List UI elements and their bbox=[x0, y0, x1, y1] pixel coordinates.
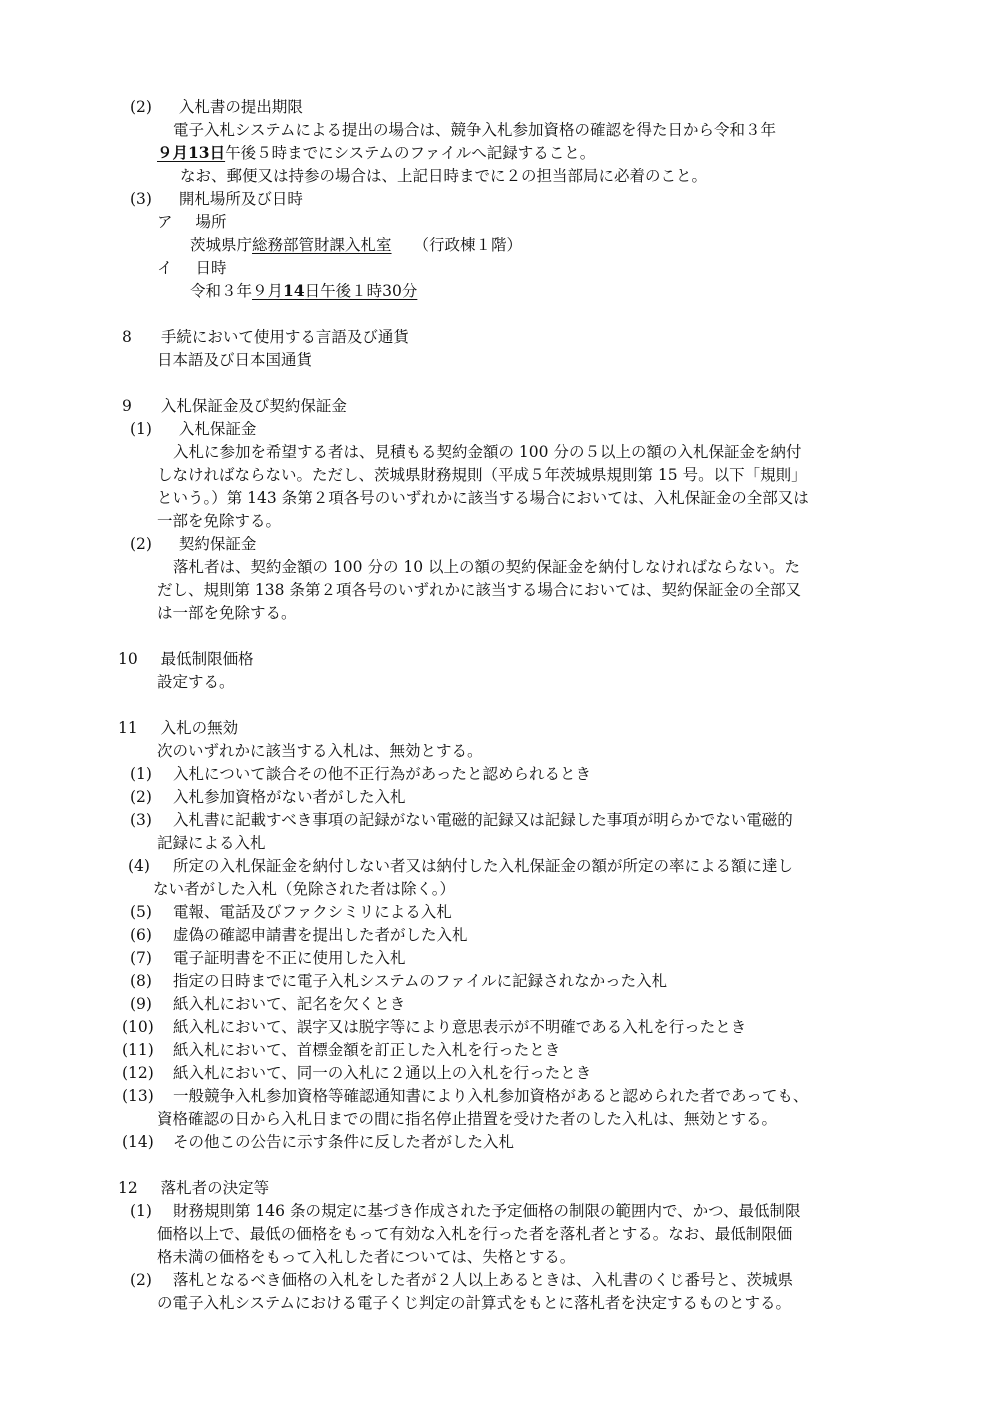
opening-place bbox=[190, 234, 522, 256]
section-10-body: 設定する。 bbox=[157, 673, 235, 691]
section-number: 8 bbox=[122, 328, 132, 346]
sub-item-number: (1) bbox=[130, 420, 152, 438]
list-item-text: 入札参加資格がない者がした入札 bbox=[173, 788, 406, 806]
list-item-text: 電報、電話及びファクシミリによる入札 bbox=[173, 903, 452, 921]
list-item-text: 紙入札において、誤字又は脱字等により意思表示が不明確である入札を行ったとき bbox=[173, 1018, 747, 1036]
paragraph-line: 価格以上で、最低の価格をもって有効な入札を行った者を落札者とする。なお、最低制限価 bbox=[157, 1225, 793, 1243]
section-8-heading bbox=[122, 326, 409, 348]
list-item-text: 資格確認の日から入札日までの間に指名停止措置を受けた者のした入札は、無効とする。 bbox=[157, 1110, 778, 1128]
sub-sub-item-a bbox=[157, 211, 226, 233]
list-item-text: 指定の日時までに電子入札システムのファイルに記録されなかった入札 bbox=[173, 972, 668, 990]
list-item-number: (3) bbox=[130, 811, 152, 829]
sub-item-9-2 bbox=[130, 533, 256, 555]
list-item-text: 紙入札において、記名を欠くとき bbox=[173, 995, 406, 1013]
section-9-heading bbox=[122, 395, 347, 417]
sub-item-title: 契約保証金 bbox=[178, 535, 257, 553]
paragraph-line: の電子入札システムにおける電子くじ判定の計算式をもとに落札者を決定するものとする。 bbox=[157, 1294, 791, 1312]
list-item-number: (6) bbox=[130, 926, 152, 944]
section-title: 最低制限価格 bbox=[160, 650, 254, 668]
kana-marker: ア bbox=[157, 213, 173, 231]
sub-item-number: (3) bbox=[130, 190, 152, 208]
datetime-day: 14 bbox=[283, 281, 305, 300]
list-item-text: 入札書に記載すべき事項の記録がない電磁的記録又は記録した事項が明らかでない電磁的 bbox=[173, 811, 793, 829]
place-note: （行政棟１階） bbox=[413, 236, 523, 254]
sub-sub-item-label: 日時 bbox=[195, 259, 227, 277]
section-number: 10 bbox=[118, 650, 138, 668]
paragraph-line: は一部を免除する。 bbox=[157, 604, 297, 622]
list-item-text: その他この公告に示す条件に反した者がした入札 bbox=[173, 1133, 515, 1151]
section-10-heading bbox=[118, 648, 254, 670]
section-number: 12 bbox=[118, 1179, 138, 1197]
list-item-text: 一般競争入札参加資格等確認通知書により入札参加資格があると認められた者であっても、 bbox=[173, 1087, 809, 1105]
kana-marker: イ bbox=[157, 259, 173, 277]
deadline-rest: 午後５時までにシステムのファイルへ記録すること。 bbox=[225, 144, 596, 162]
datetime-underlined bbox=[252, 282, 417, 300]
list-item-number: (1) bbox=[130, 765, 152, 783]
section-number: 11 bbox=[118, 719, 138, 737]
list-item-number: (10) bbox=[122, 1018, 154, 1036]
section-title: 入札の無効 bbox=[160, 719, 239, 737]
paragraph-line bbox=[157, 142, 595, 164]
place-prefix: 茨城県庁 bbox=[190, 236, 253, 254]
list-item-text: 入札について談合その他不正行為があったと認められるとき bbox=[173, 765, 592, 783]
list-item-number: (12) bbox=[122, 1064, 154, 1082]
sub-item-title: 入札保証金 bbox=[178, 420, 257, 438]
sub-sub-item-label: 場所 bbox=[195, 213, 227, 231]
list-item-number: (7) bbox=[130, 949, 152, 967]
section-12-heading bbox=[118, 1177, 269, 1199]
paragraph-line: 財務規則第 146 条の規定に基づき作成された予定価格の制限の範囲内で、かつ、最低制限 bbox=[173, 1202, 801, 1220]
list-item-number: (8) bbox=[130, 972, 152, 990]
sub-item-title: 入札書の提出期限 bbox=[178, 98, 303, 116]
place-room: 総務部管財課入札室 bbox=[252, 236, 392, 254]
paragraph-line: 電子入札システムによる提出の場合は、競争入札参加資格の確認を得た日から令和３年 bbox=[173, 121, 776, 139]
paragraph-line: という。）第 143 条第２項各号のいずれかに該当する場合においては、入札保証金の全部又は bbox=[157, 489, 809, 507]
sub-sub-item-b bbox=[157, 257, 226, 279]
section-title: 落札者の決定等 bbox=[160, 1179, 270, 1197]
paragraph-line: 落札となるべき価格の入札をした者が２人以上あるときは、入札書のくじ番号と、茨城県 bbox=[173, 1271, 794, 1289]
deadline-day: 13日 bbox=[188, 143, 226, 162]
paragraph-line: 一部を免除する。 bbox=[157, 512, 282, 530]
list-item-text: 電子証明書を不正に使用した入札 bbox=[173, 949, 406, 967]
list-item-text: ない者がした入札（免除された者は除く。） bbox=[153, 880, 455, 898]
list-item-number: (9) bbox=[130, 995, 152, 1013]
sub-item-7-2 bbox=[130, 96, 303, 118]
sub-item-number: (2) bbox=[130, 535, 152, 553]
deadline-month: ９月 bbox=[157, 143, 189, 162]
paragraph-line: 格未満の価格をもって入札した者については、失格とする。 bbox=[157, 1248, 576, 1266]
section-title: 入札保証金及び契約保証金 bbox=[160, 397, 347, 415]
list-item-text: 所定の入札保証金を納付しない者又は納付した入札保証金の額が所定の率による額に達し bbox=[173, 857, 794, 875]
section-number: 9 bbox=[122, 397, 132, 415]
section-title: 手続において使用する言語及び通貨 bbox=[160, 328, 409, 346]
paragraph-line: しなければならない。ただし、茨城県財務規則（平成５年茨城県規則第 15 号。以下「規則」 bbox=[157, 466, 807, 484]
paragraph-line: 入札に参加を希望する者は、見積もる契約金額の 100 分の５以上の額の入札保証金を納付 bbox=[173, 443, 802, 461]
paragraph-line: だし、規則第 138 条第２項各号のいずれかに該当する場合においては、契約保証金の全部又 bbox=[157, 581, 801, 599]
list-item-text: 紙入札において、同一の入札に２通以上の入札を行ったとき bbox=[173, 1064, 592, 1082]
sub-item-number: (2) bbox=[130, 98, 152, 116]
sub-item-number: (2) bbox=[130, 1271, 152, 1289]
section-8-body: 日本語及び日本国通貨 bbox=[157, 351, 313, 369]
datetime-prefix: 令和３年 bbox=[190, 282, 253, 300]
paragraph-line: なお、郵便又は持参の場合は、上記日時までに２の担当部局に必着のこと。 bbox=[180, 167, 708, 185]
list-item-number: (4) bbox=[128, 857, 150, 875]
list-item-number: (5) bbox=[130, 903, 152, 921]
list-item-text: 紙入札において、首標金額を訂正した入札を行ったとき bbox=[173, 1041, 561, 1059]
list-item-text: 虚偽の確認申請書を提出した者がした入札 bbox=[173, 926, 468, 944]
sub-item-number: (1) bbox=[130, 1202, 152, 1220]
list-item-number: (14) bbox=[122, 1133, 154, 1151]
sub-item-7-3 bbox=[130, 188, 303, 210]
sub-item-9-1 bbox=[130, 418, 256, 440]
section-11-intro: 次のいずれかに該当する入札は、無効とする。 bbox=[157, 742, 483, 760]
list-item-text: 記録による入札 bbox=[157, 834, 266, 852]
datetime-time: 日午後１時30分 bbox=[304, 282, 418, 300]
list-item-number: (11) bbox=[122, 1041, 154, 1059]
list-item-number: (13) bbox=[122, 1087, 154, 1105]
datetime-month: ９月 bbox=[252, 282, 284, 300]
list-item-number: (2) bbox=[130, 788, 152, 806]
paragraph-line: 落札者は、契約金額の 100 分の 10 以上の額の契約保証金を納付しなければならない。た bbox=[173, 558, 801, 576]
opening-datetime bbox=[190, 280, 417, 302]
sub-item-title: 開札場所及び日時 bbox=[178, 190, 303, 208]
section-11-heading bbox=[118, 717, 238, 739]
